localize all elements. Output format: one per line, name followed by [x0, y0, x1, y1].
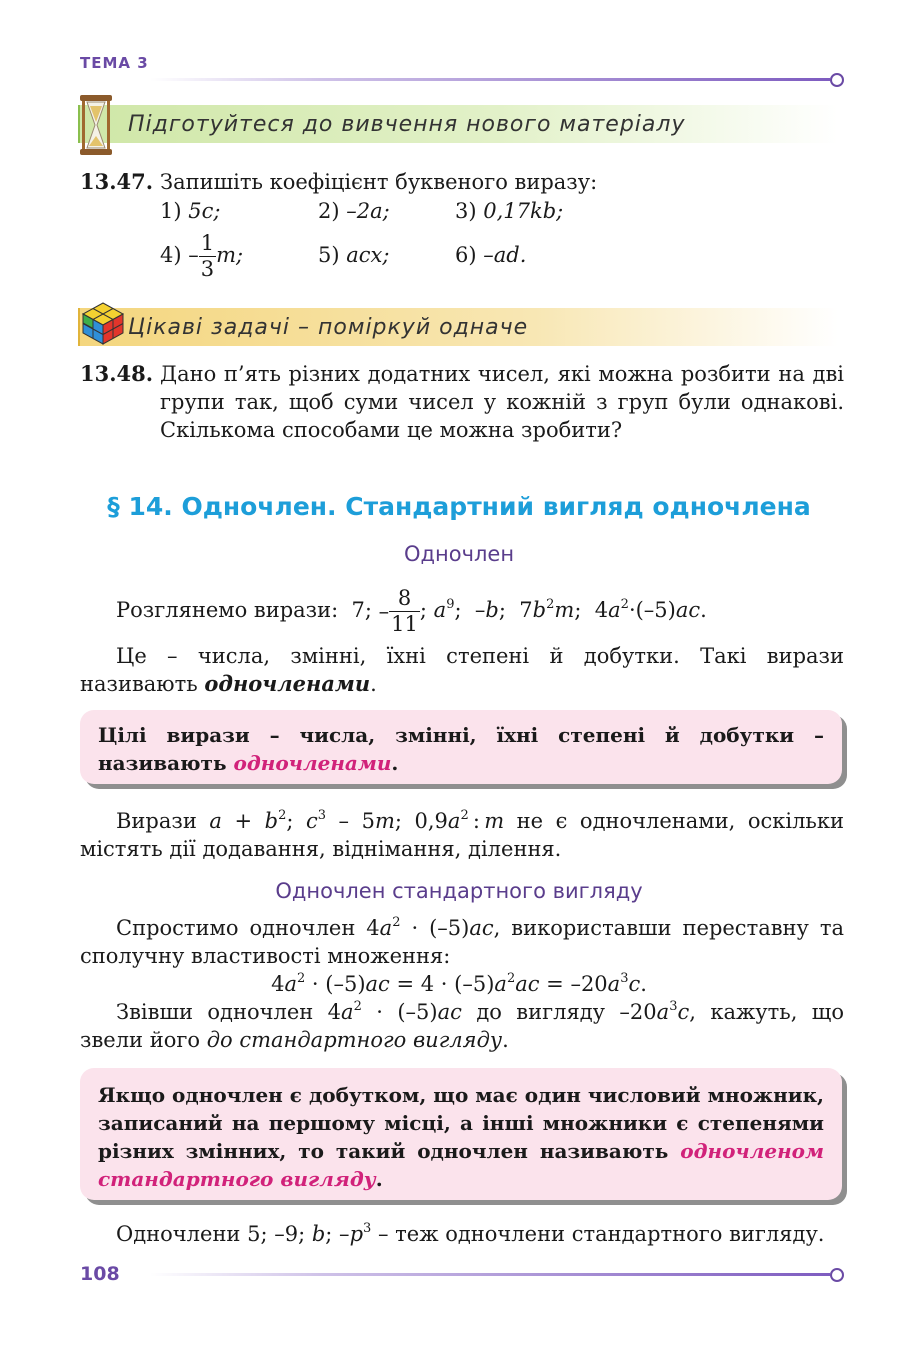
- footer-rule: [150, 1273, 830, 1276]
- para-definition-intro: Це – числа, змінні, їхні степені й добутки. Такі вирази називають одночленами.: [80, 644, 844, 696]
- ex-13-47-item-3: 3) 0,17kb;: [455, 199, 564, 223]
- para-simplify: Спростимо одночлен $4a^2 \cdot (-5)ac$, використавши переставну та сполучну властивості множення:: [80, 915, 844, 968]
- rule-box-monomial: Цілі вирази – числа, змінні, їхні степені й добутки – називають одночленами.: [80, 710, 842, 784]
- ex-13-47-number: 13.47.: [80, 169, 154, 194]
- ex-13-47-item-6: 6) –ad.: [455, 243, 527, 267]
- fraction-eight-elevenths: $\frac{8}{11}$: [391, 586, 418, 636]
- ex-13-47-item-4: 4) – $\frac{1}{3}$ m;: [160, 231, 244, 281]
- fraction-one-third: $\frac{1}{3}$: [200, 231, 215, 281]
- banner-fun: [78, 308, 838, 346]
- ex-13-47-prompt: Запишіть коефіцієнт буквеного виразу:: [160, 170, 598, 194]
- rubik-cube-icon: [80, 300, 126, 346]
- ex-13-47-item-1: 1) 5c;: [160, 199, 221, 223]
- banner-prepare: [78, 105, 838, 143]
- section-title: § 14. Одночлен. Стандартний вигляд одночлена: [107, 492, 811, 521]
- page-number: 108: [80, 1263, 120, 1285]
- footer-rule-end-icon: [830, 1268, 844, 1282]
- topic-label: ТЕМА 3: [80, 54, 149, 72]
- para-examples: Розглянемо вирази: 7; – $\frac{8}{11}$ ; $a^9$; –b; $7b^2m$; $4a^2\cdot(-5)ac$.: [116, 586, 707, 636]
- ex-13-48-text: Дано п’ять різних додатних чисел, які можна розбити на дві групи так, щоб суми чисел у кожній з груп були однакові. Скількома способами це можна зробити?: [160, 362, 844, 442]
- banner-prepare-title: Підготуйтеся до вивчення нового матеріалу: [128, 111, 686, 137]
- para-examples-standard: Одночлени 5; –9; b; $-p^3$ – теж одночлени стандартного вигляду.: [116, 1221, 825, 1246]
- banner-fun-title: Цікаві задачі – поміркуй одначе: [128, 314, 529, 340]
- header-rule: [150, 78, 830, 81]
- ex-13-47-item-5: 5) acx;: [318, 243, 390, 267]
- equation-simplification: $4a^2 \cdot (-5)ac = 4 \cdot (-5)a^2ac = -20a^3c$.: [271, 971, 647, 996]
- hourglass-icon: [79, 94, 113, 156]
- header-rule-end-icon: [830, 73, 844, 87]
- subheading-monomial: Одночлен: [403, 542, 515, 566]
- subheading-standard-form: Одночлен стандартного вигляду: [275, 879, 643, 903]
- rule-box-standard-form: Якщо одночлен є добутком, що має один числовий множник, записаний на першому місці, а інші множники є степенями різних змінних, то такий одночлен називають одночленом стандартного вигляду.: [80, 1068, 842, 1200]
- para-reduced: Звівши одночлен $4a^2 \cdot (-5)ac$ до вигляду $-20a^3c$, кажуть, що звели його до стандартного вигляду.: [80, 999, 844, 1052]
- para-non-monomials: Вирази $a + b^2$; $c^3 - 5m$; $0,9a^2$ : m не є одночленами, оскільки містять дії додавання, віднімання, ділення.: [80, 808, 844, 861]
- ex-13-47-item-2: 2) –2a;: [318, 199, 390, 223]
- ex-13-48-number: 13.48.: [80, 361, 154, 386]
